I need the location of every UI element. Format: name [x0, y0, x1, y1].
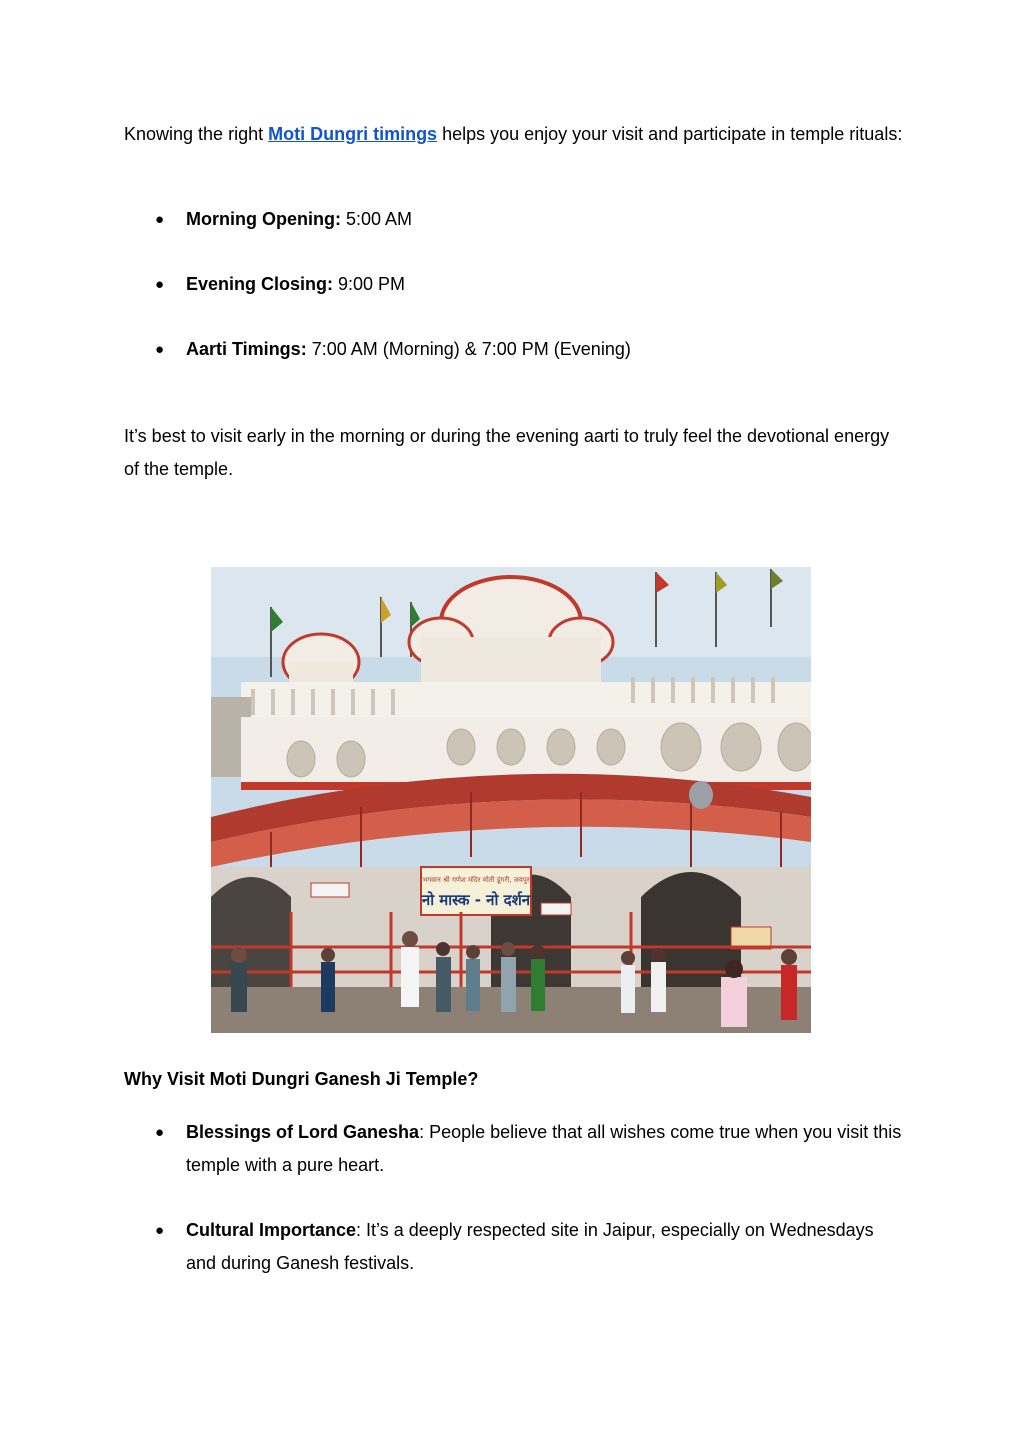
reason-label: Blessings of Lord Ganesha [186, 1122, 420, 1142]
timing-value: 5:00 AM [340, 209, 413, 229]
bullet-icon: ● [155, 276, 165, 293]
moti-dungri-timings-link[interactable]: Moti Dungri timings [268, 124, 438, 144]
timing-label: Evening Closing: [186, 274, 334, 294]
timing-value: 9:00 PM [333, 274, 406, 294]
bullet-icon: ● [155, 1222, 165, 1239]
list-item [124, 1214, 904, 1280]
intro-text-end: helps you enjoy your visit and participate in temple rituals: [437, 124, 903, 144]
list-item [124, 203, 904, 268]
closing-paragraph: It’s best to visit early in the morning or during the evening aarti to truly feel the devotional energy of the temple. [124, 426, 890, 479]
timing-label: Morning Opening: [186, 209, 341, 229]
bullet-icon: ● [155, 211, 165, 228]
intro-text-start: Knowing the right [124, 124, 269, 144]
reason-text: : It’s a deeply respected site in Jaipur, especially on Wednesdays and during Ganesh festivals. [186, 1220, 874, 1273]
reason-label: Cultural Importance [186, 1220, 357, 1240]
timing-label: Aarti Timings: [186, 339, 307, 359]
temple-photo [211, 567, 811, 1033]
list-item [124, 268, 904, 333]
list-item [124, 1116, 904, 1182]
banner-line-2: नो मास्क - नो दर्शन [421, 891, 531, 909]
timings-list [124, 203, 904, 398]
banner-line-1: भगवान श्री गणेश मंदिर मोती डूंगरी, जयपुर [422, 876, 530, 884]
bullet-icon: ● [155, 1124, 165, 1141]
intro-paragraph [124, 118, 904, 151]
section-heading: Why Visit Moti Dungri Ganesh Ji Temple? [124, 1069, 479, 1089]
timing-value: 7:00 AM (Morning) & 7:00 PM (Evening) [306, 339, 631, 359]
list-item [124, 333, 904, 398]
reason-text: : People believe that all wishes come true when you visit this temple with a pure heart. [186, 1122, 902, 1175]
reasons-list [124, 1116, 904, 1312]
bullet-icon: ● [155, 341, 165, 358]
